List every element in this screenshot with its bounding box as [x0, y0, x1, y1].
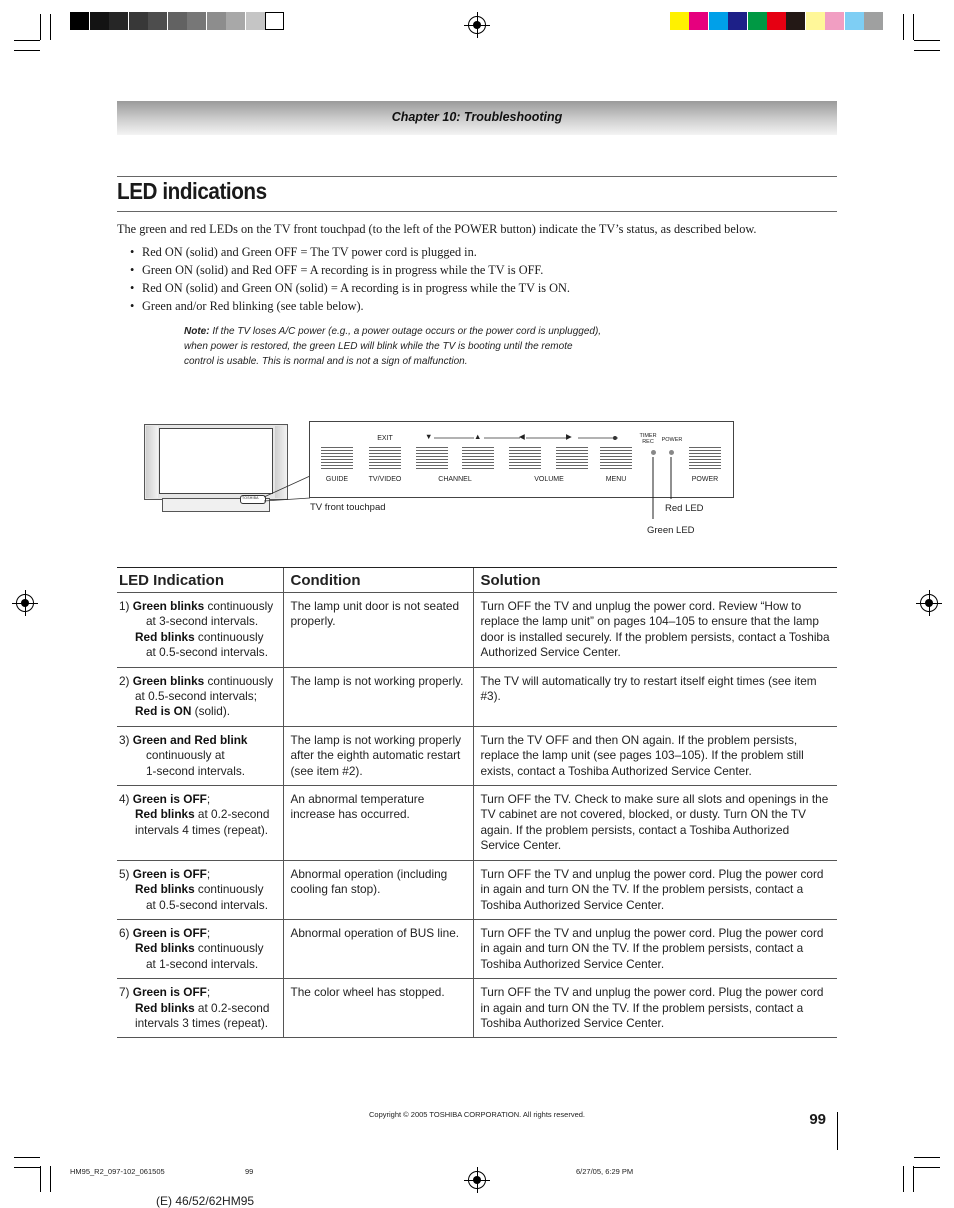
- gray-swatch: [187, 12, 206, 30]
- volume-up-button-graphic: [556, 447, 588, 471]
- dot-icon: [613, 436, 617, 440]
- title-rule-top: [117, 176, 837, 177]
- condition-cell: Abnormal operation of BUS line.: [283, 919, 473, 978]
- indication-text: at 0.5-second intervals;: [135, 689, 257, 704]
- list-item: • Red ON (solid) and Green ON (solid) = A recording is in progress while the TV is ON.: [130, 279, 570, 297]
- condition-cell: An abnormal temperature increase has occurred.: [283, 786, 473, 861]
- indication-line: [119, 674, 276, 689]
- color-swatch: [786, 12, 805, 30]
- item-number: 1): [119, 599, 130, 613]
- indication-emphasis: Red blinks: [135, 807, 195, 822]
- volume-up-icon: ▶: [566, 432, 572, 441]
- channel-up-icon: ▲: [474, 432, 482, 441]
- indication-line: [119, 630, 276, 645]
- color-swatch: [864, 12, 883, 30]
- color-swatch: [670, 12, 689, 30]
- page-number-rule: [837, 1112, 838, 1150]
- indication-text: continuously: [194, 882, 264, 897]
- indication-emphasis: Red blinks: [135, 629, 195, 644]
- list-item: • Green ON (solid) and Red OFF = A recording is in progress while the TV is OFF.: [130, 261, 570, 279]
- gray-swatch: [265, 12, 284, 30]
- indication-emphasis: Green and Red blink: [132, 732, 248, 747]
- color-swatch: [728, 12, 747, 30]
- page-number: 99: [809, 1111, 826, 1128]
- indication-text: ;: [206, 792, 211, 807]
- tv-video-button-graphic: [369, 447, 401, 471]
- indication-line: [119, 1016, 276, 1031]
- led-indication-cell: [117, 667, 283, 726]
- gray-swatch: [168, 12, 187, 30]
- timer-label: TIMER: [639, 433, 657, 439]
- indication-text: at 3-second intervals.: [146, 614, 259, 629]
- led-indication-cell: [117, 593, 283, 668]
- red-led-caption: Red LED: [665, 503, 704, 514]
- slug-page: 99: [245, 1167, 254, 1176]
- intro-paragraph: The green and red LEDs on the TV front touchpad (to the left of the POWER button) indicate the TV’s status, as described below.: [117, 222, 757, 236]
- tv-pad-label: TOSHIBA: [242, 496, 259, 500]
- color-swatch: [689, 12, 708, 30]
- indication-line: [119, 599, 276, 614]
- color-swatch: [709, 12, 728, 30]
- solution-cell: Turn OFF the TV and unplug the power cord. Review “How to replace the lamp unit” on pages 104–105 to ensure that the lamp door is installed securely. If the problem persists, contact a Toshiba Authorized Service Center.: [473, 593, 837, 668]
- condition-cell: The lamp is not working properly.: [283, 667, 473, 726]
- table-row: [117, 979, 837, 1038]
- power-button-graphic: [689, 447, 721, 471]
- note-label: Note:: [184, 326, 210, 337]
- item-number: 5): [119, 866, 130, 881]
- indication-line: [119, 645, 276, 660]
- indication-text: continuously: [204, 673, 274, 688]
- led-leader-lines: [648, 455, 678, 525]
- registration-mark-right: [920, 594, 938, 612]
- indication-line: [119, 898, 276, 913]
- table-header-row: [117, 568, 837, 593]
- indication-line: [119, 689, 276, 704]
- indication-line: [119, 704, 276, 719]
- chapter-title: Chapter 10: Troubleshooting: [391, 110, 563, 124]
- indication-text: at 1-second intervals.: [146, 956, 259, 971]
- color-swatch: [748, 12, 767, 30]
- model-number: (E) 46/52/62HM95: [156, 1194, 255, 1208]
- indication-text: at 0.2-second: [194, 1000, 270, 1015]
- color-swatch: [806, 12, 825, 30]
- indication-text: ;: [206, 925, 211, 940]
- indication-emphasis: Red is ON: [135, 704, 192, 719]
- indication-text: intervals 3 times (repeat).: [135, 1015, 269, 1030]
- table-row: [117, 919, 837, 978]
- led-indication-cell: [117, 726, 283, 785]
- indication-line: [119, 614, 276, 629]
- item-number: 2): [119, 673, 130, 688]
- item-number: 7): [119, 985, 130, 1000]
- indication-line: [119, 823, 276, 838]
- solution-cell: Turn OFF the TV. Check to make sure all slots and openings in the TV cabinet are not covered, blocked, or dusty. Turn ON the TV again. If the problem persists, contact a Toshiba Authorized Service Center.: [473, 786, 837, 861]
- led-status-list: [130, 243, 570, 315]
- indication-text: (solid).: [191, 704, 231, 719]
- indication-line: [119, 985, 276, 1000]
- gray-swatch: [148, 12, 167, 30]
- indication-emphasis: Red blinks: [135, 882, 195, 897]
- indication-line: [119, 941, 276, 956]
- indication-line: [119, 867, 276, 882]
- indication-text: at 0.5-second intervals.: [146, 897, 268, 912]
- column-header-solution: Solution: [473, 568, 837, 593]
- volume-down-button-graphic: [509, 447, 541, 471]
- rec-label: REC: [642, 439, 654, 445]
- gray-swatch: [226, 12, 245, 30]
- indication-line: [119, 733, 276, 748]
- touchpad-caption: TV front touchpad: [310, 502, 386, 513]
- indication-line: [119, 1001, 276, 1016]
- solution-cell: Turn the TV OFF and then ON again. If the problem persists, replace the lamp unit (see pages 103–105). If the problem still exists, contact a Toshiba Authorized Service Center.: [473, 726, 837, 785]
- indication-line: [119, 926, 276, 941]
- indication-emphasis: Red blinks: [135, 1000, 195, 1015]
- gray-swatch: [70, 12, 89, 30]
- indication-line: [119, 882, 276, 897]
- channel-label: CHANNEL: [438, 476, 472, 483]
- note: [184, 324, 634, 369]
- power-label: POWER: [691, 476, 719, 483]
- gray-swatch: [207, 12, 226, 30]
- indication-line: [119, 957, 276, 972]
- led-indication-cell: [117, 979, 283, 1038]
- indication-text: at 0.2-second: [194, 807, 270, 822]
- table-row: [117, 726, 837, 785]
- registration-mark-bottom: [468, 1171, 486, 1189]
- green-led-caption: Green LED: [647, 525, 695, 536]
- solution-cell: The TV will automatically try to restart itself eight times (see item #3).: [473, 667, 837, 726]
- color-swatch: [767, 12, 786, 30]
- item-number: 3): [119, 732, 130, 747]
- indication-emphasis: Green is OFF: [132, 985, 207, 1000]
- gray-swatch: [90, 12, 109, 30]
- item-number: 6): [119, 925, 130, 940]
- solution-cell: Turn OFF the TV and unplug the power cord. Plug the power cord in again and turn ON the TV. If the problem persists, contact a Toshiba Authorized Service Center.: [473, 860, 837, 919]
- indication-text: at 0.5-second intervals.: [146, 645, 268, 660]
- note-line: If the TV loses A/C power (e.g., a power outage occurs or the power cord is unplugged),: [212, 326, 602, 337]
- condition-cell: The color wheel has stopped.: [283, 979, 473, 1038]
- column-header-led-indication: LED Indication: [117, 568, 283, 593]
- table-row: [117, 860, 837, 919]
- indication-line: [119, 748, 276, 763]
- color-swatch: [845, 12, 864, 30]
- gray-swatch: [129, 12, 148, 30]
- title-rule-bottom: [117, 211, 837, 212]
- table-row: [117, 593, 837, 668]
- indication-emphasis: Green blinks: [132, 673, 205, 688]
- table-row: [117, 786, 837, 861]
- volume-label: VOLUME: [534, 476, 564, 483]
- indication-emphasis: Green blinks: [132, 599, 205, 613]
- tv-video-label: TV/VIDEO: [368, 476, 402, 483]
- led-indication-cell: [117, 860, 283, 919]
- indication-text: intervals 4 times (repeat).: [135, 822, 269, 837]
- led-indication-table: [117, 567, 837, 1038]
- condition-cell: The lamp is not working properly after the eighth automatic restart (see item #2).: [283, 726, 473, 785]
- tv-speaker-left: [146, 426, 158, 498]
- gray-swatch: [109, 12, 128, 30]
- indication-text: continuously: [204, 599, 274, 613]
- condition-cell: The lamp unit door is not seated properly.: [283, 593, 473, 668]
- indication-text: ;: [206, 985, 211, 1000]
- indication-text: ;: [206, 866, 211, 881]
- channel-up-button-graphic: [462, 447, 494, 471]
- indication-text: continuously: [194, 941, 264, 956]
- menu-button-graphic: [600, 447, 632, 471]
- indication-emphasis: Green is OFF: [132, 792, 207, 807]
- registration-mark-top: [468, 16, 486, 34]
- registration-mark-left: [16, 594, 34, 612]
- channel-down-icon: ▼: [425, 432, 433, 441]
- indication-line: [119, 764, 276, 779]
- led-indication-cell: [117, 786, 283, 861]
- indication-emphasis: Green is OFF: [132, 925, 207, 940]
- file-slug: HM95_R2_097-102_061505: [70, 1167, 165, 1176]
- indication-text: continuously at: [146, 748, 225, 763]
- indication-text: 1-second intervals.: [146, 763, 246, 778]
- exit-label: EXIT: [377, 435, 393, 442]
- table-row: [117, 667, 837, 726]
- power-led-label: POWER: [661, 437, 683, 443]
- list-item: • Green and/or Red blinking (see table below).: [130, 297, 570, 315]
- tv-screen: [159, 428, 273, 494]
- gray-swatch: [246, 12, 265, 30]
- guide-button-graphic: [321, 447, 353, 471]
- print-datetime: 6/27/05, 6:29 PM: [576, 1167, 634, 1176]
- menu-label: MENU: [605, 476, 627, 483]
- page-title: LED indications: [117, 178, 267, 204]
- solution-cell: Turn OFF the TV and unplug the power cord. Plug the power cord in again and turn ON the TV. If the problem persists, contact a Toshiba Authorized Service Center.: [473, 979, 837, 1038]
- solution-cell: Turn OFF the TV and unplug the power cord. Plug the power cord in again and turn ON the TV. If the problem persists, contact a Toshiba Authorized Service Center.: [473, 919, 837, 978]
- indication-line: [119, 792, 276, 807]
- indication-emphasis: Red blinks: [135, 941, 195, 956]
- led-indication-cell: [117, 919, 283, 978]
- guide-label: GUIDE: [325, 476, 349, 483]
- indication-text: continuously: [194, 629, 264, 644]
- item-number: 4): [119, 792, 130, 807]
- indication-emphasis: Green is OFF: [132, 866, 207, 881]
- volume-down-icon: ◀: [519, 432, 525, 441]
- copyright: Copyright © 2005 TOSHIBA CORPORATION. All rights reserved.: [368, 1110, 586, 1119]
- list-item: • Red ON (solid) and Green OFF = The TV power cord is plugged in.: [130, 243, 570, 261]
- channel-down-button-graphic: [416, 447, 448, 471]
- column-header-condition: Condition: [283, 568, 473, 593]
- indication-line: [119, 807, 276, 822]
- note-line: control is usable. This is normal and is not a sign of malfunction.: [184, 356, 468, 367]
- color-swatch: [825, 12, 844, 30]
- note-line: when power is restored, the green LED will blink while the TV is booting until the remote: [184, 341, 573, 352]
- condition-cell: Abnormal operation (including cooling fan stop).: [283, 860, 473, 919]
